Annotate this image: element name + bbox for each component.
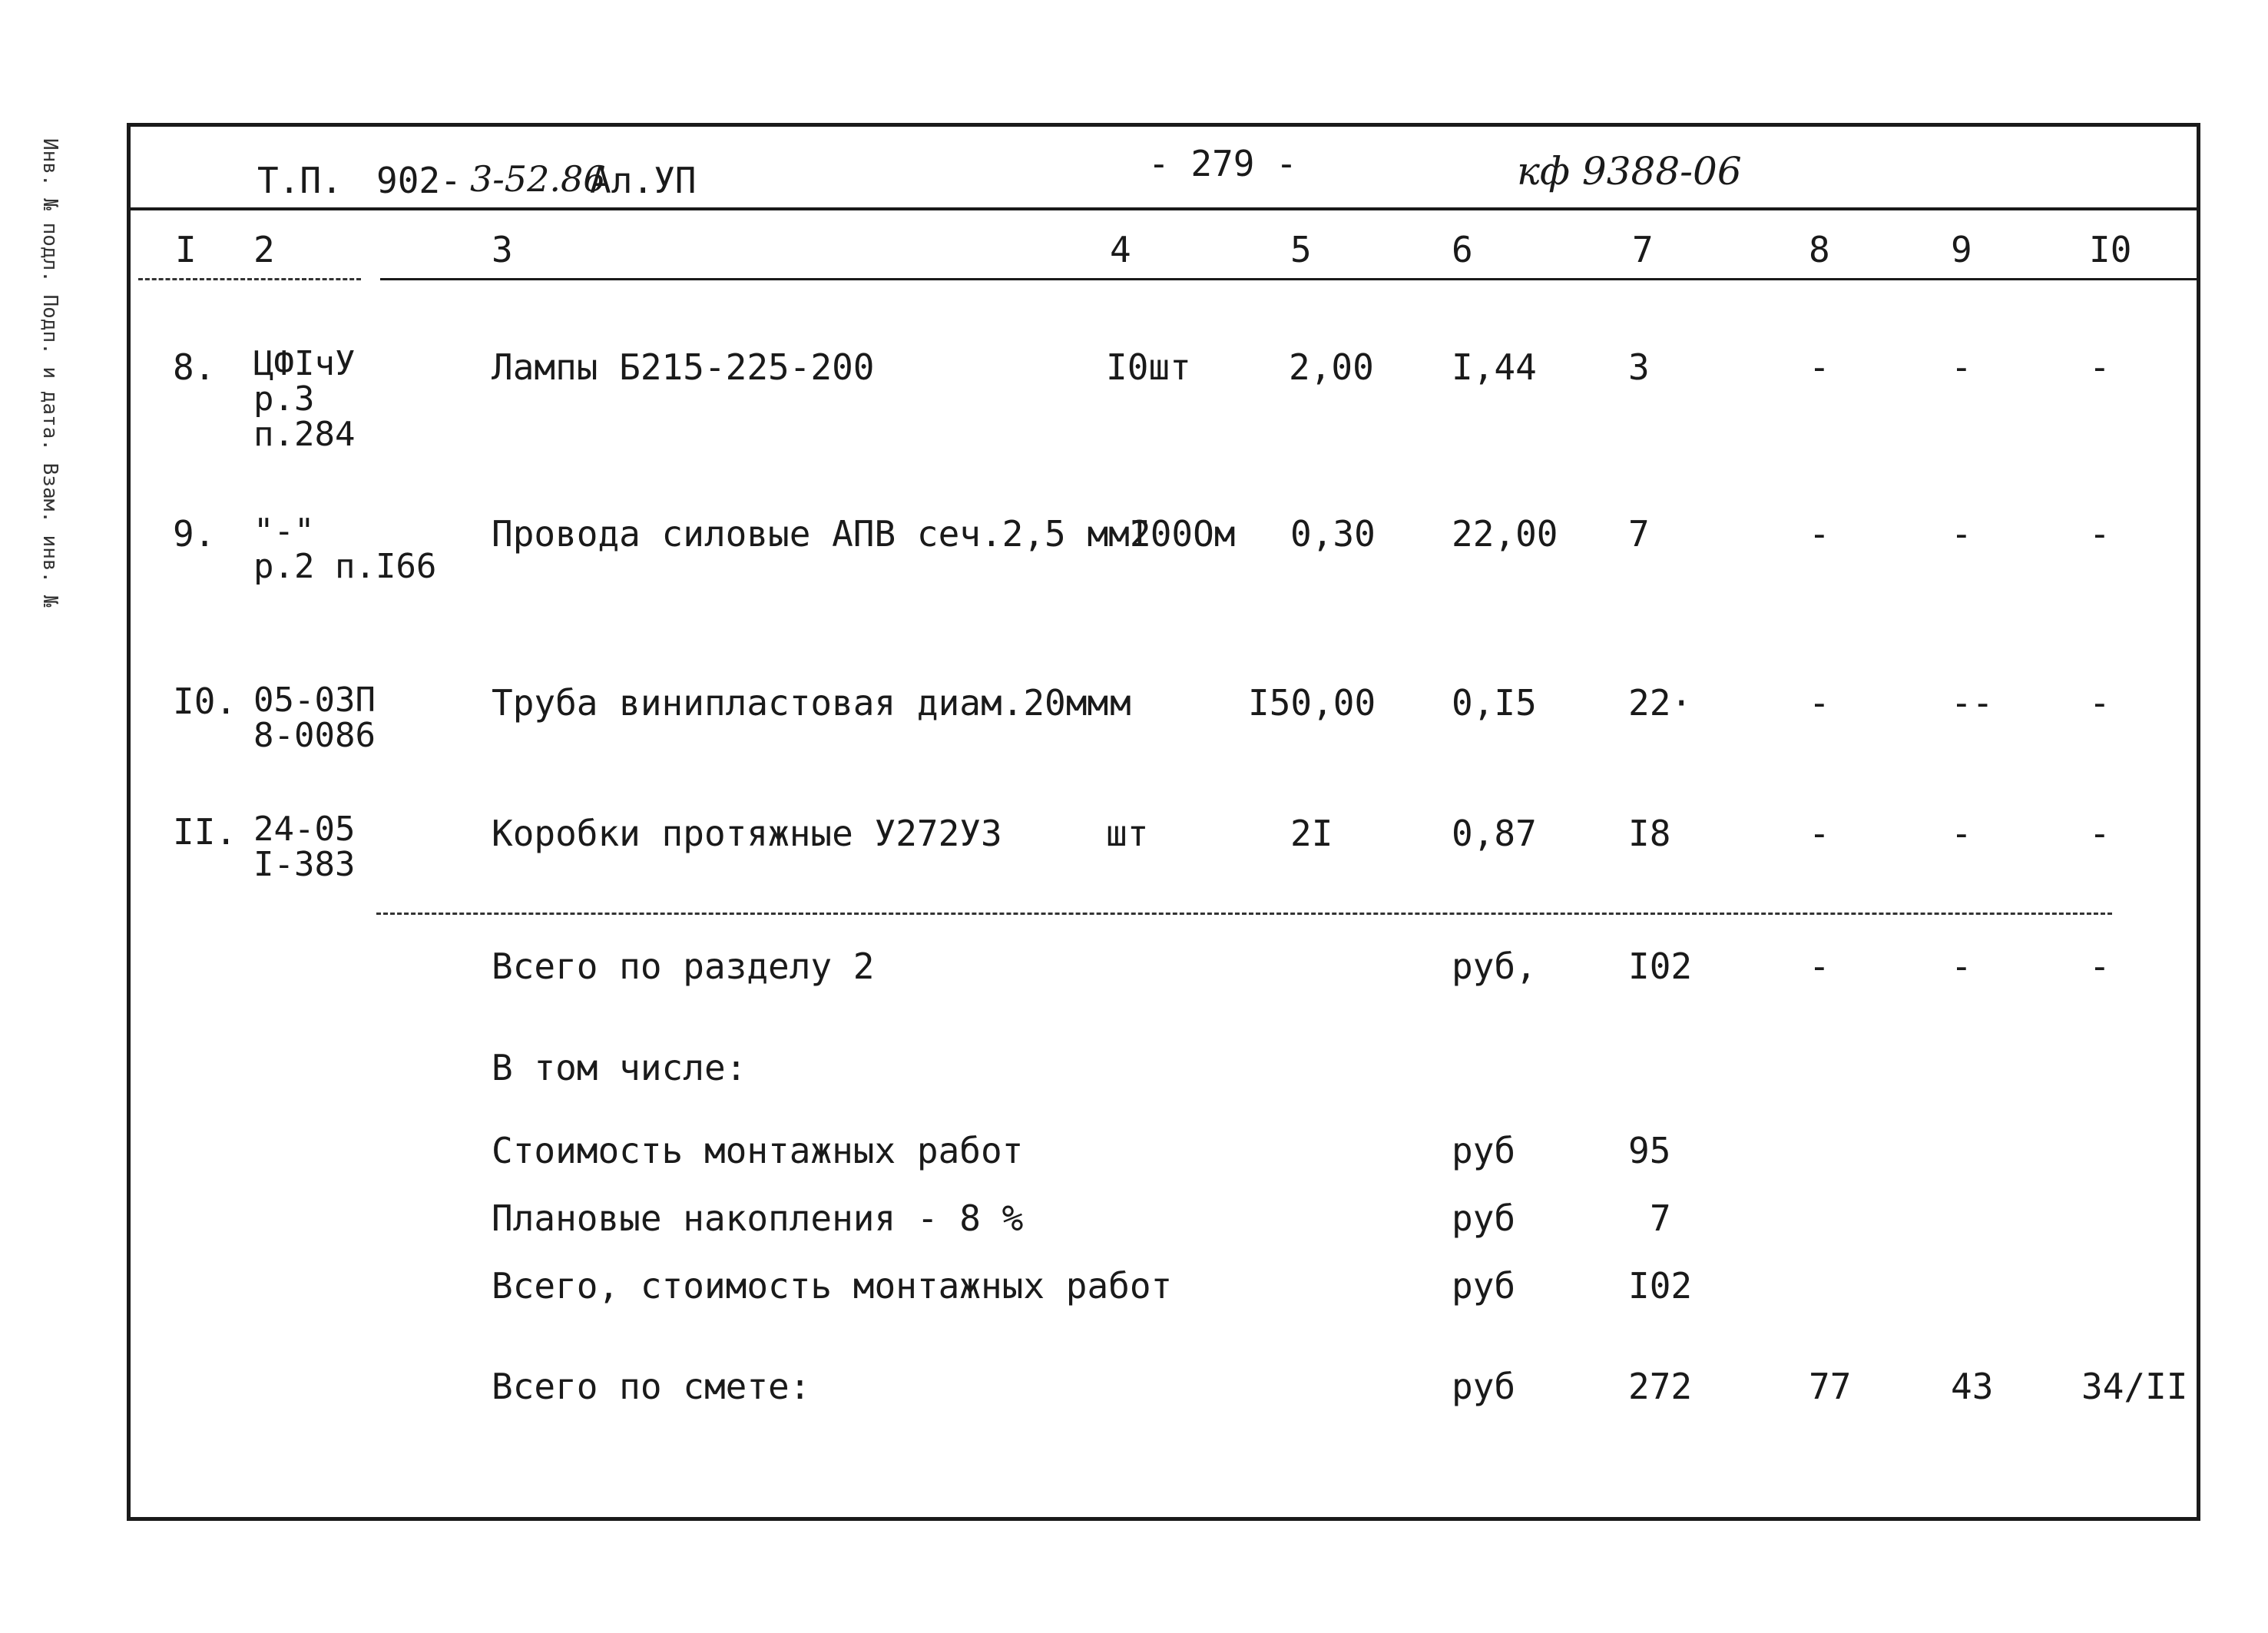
table-row-price: 0,87	[1452, 813, 1537, 854]
table-row-col9: -	[1951, 813, 1972, 854]
table-row-total: 3	[1628, 346, 1650, 388]
table-row-col8: -	[1809, 813, 1830, 854]
table-row-col10: -	[2089, 682, 2111, 724]
col-1: I	[175, 229, 197, 270]
install-total-value: I02	[1628, 1265, 1693, 1307]
table-row-ref: I-383	[253, 845, 356, 884]
col-6: 6	[1452, 229, 1473, 270]
table-row-col10: -	[2089, 346, 2111, 388]
estimate-total-unit: руб	[1452, 1366, 1516, 1407]
table-row-price: 0,I5	[1452, 682, 1537, 724]
estimate-total-col9: 43	[1951, 1366, 1994, 1407]
section-total-col9: -	[1951, 946, 1972, 987]
table-row-number: 9.	[173, 513, 216, 555]
summary-dashed-divider	[376, 913, 2112, 915]
table-row-total: 7	[1628, 513, 1650, 555]
including-label: В том числе:	[492, 1047, 747, 1088]
table-row-ref: р.2 п.I66	[253, 547, 437, 586]
table-row-unit: I0шт	[1106, 346, 1191, 388]
page-number: - 279 -	[1148, 143, 1297, 184]
install-cost-label: Стоимость монтажных работ	[492, 1130, 1024, 1171]
col-3: 3	[492, 229, 513, 270]
planned-label: Плановые накопления - 8 %	[492, 1197, 1024, 1239]
table-row-name: Коробки протяжные У272У3	[492, 813, 1002, 854]
estimate-total-label: Всего по смете:	[492, 1366, 811, 1407]
estimate-total-col10: 34/II	[2081, 1366, 2188, 1407]
columns-dashed-divider-left	[138, 278, 361, 280]
table-row-qty: I50,00	[1248, 682, 1376, 724]
col-8: 8	[1809, 229, 1830, 270]
col-5: 5	[1290, 229, 1312, 270]
table-frame	[127, 123, 2200, 1521]
table-row-number: 8.	[173, 346, 216, 388]
planned-unit: руб	[1452, 1197, 1516, 1239]
table-row-qty: 2,00	[1289, 346, 1374, 388]
table-row-number: II.	[173, 811, 237, 853]
table-row-ref: 05-03П	[253, 681, 376, 720]
table-row-ref: 24-05	[253, 810, 356, 849]
columns-divider	[380, 278, 2200, 280]
header-code: 902-	[376, 160, 462, 201]
section-total-col10: -	[2089, 946, 2111, 987]
table-row-ref: п.284	[253, 415, 356, 454]
col-7: 7	[1632, 229, 1654, 270]
table-row-number: I0.	[173, 681, 237, 722]
table-row-col8: -	[1809, 346, 1830, 388]
section-total-value: I02	[1628, 946, 1693, 987]
estimate-total-col8: 77	[1809, 1366, 1852, 1407]
header-album: Ал.УП	[590, 160, 697, 201]
planned-value: 7	[1650, 1197, 1671, 1239]
estimate-total-value: 272	[1628, 1366, 1693, 1407]
col-10: I0	[2089, 229, 2132, 270]
table-row-col8: -	[1809, 513, 1830, 555]
header-tp: Т.П.	[257, 160, 343, 201]
col-9: 9	[1951, 229, 1972, 270]
margin-note: Инв. № подл. Подп. и дата. Взам. инв. №	[38, 138, 61, 608]
table-row-ref: ЦФIчУ	[253, 344, 356, 383]
header-code-handwritten: 3-52.86	[470, 158, 606, 200]
col-2: 2	[253, 229, 275, 270]
table-row-ref: р.3	[253, 379, 315, 419]
table-row-ref: "-"	[253, 512, 315, 551]
table-row-name: Труба винипластовая диам.20мм	[492, 682, 1109, 724]
header-kf-code: кф 9388-06	[1517, 149, 1742, 194]
section-total-col8: -	[1809, 946, 1830, 987]
table-row-col9: --	[1951, 682, 1994, 724]
table-row-price: 22,00	[1452, 513, 1558, 555]
table-row-unit: шт	[1106, 813, 1149, 854]
install-cost-value: 95	[1628, 1130, 1671, 1171]
install-total-label: Всего, стоимость монтажных работ	[492, 1265, 1173, 1307]
col-4: 4	[1110, 229, 1131, 270]
table-row-unit: м	[1110, 682, 1131, 724]
table-row-total: 22·	[1628, 682, 1693, 724]
section-total-label: Всего по разделу 2	[492, 946, 875, 987]
table-row-col8: -	[1809, 682, 1830, 724]
install-cost-unit: руб	[1452, 1130, 1516, 1171]
table-row-qty: 2I	[1290, 813, 1333, 854]
table-row-qty: 0,30	[1290, 513, 1376, 555]
table-row-col10: -	[2089, 813, 2111, 854]
table-row-col10: -	[2089, 513, 2111, 555]
table-row-name: Лампы Б215-225-200	[492, 346, 875, 388]
section-total-unit: руб,	[1452, 946, 1537, 987]
table-row-ref: 8-0086	[253, 716, 376, 755]
table-row-unit: I00Ом	[1129, 513, 1236, 555]
table-row-col9: -	[1951, 346, 1972, 388]
header-divider	[127, 207, 2197, 210]
table-row-name: Провода силовые АПВ сеч.2,5 мм2	[492, 513, 1151, 555]
table-row-total: I8	[1628, 813, 1671, 854]
table-row-col9: -	[1951, 513, 1972, 555]
table-row-price: I,44	[1452, 346, 1537, 388]
install-total-unit: руб	[1452, 1265, 1516, 1307]
